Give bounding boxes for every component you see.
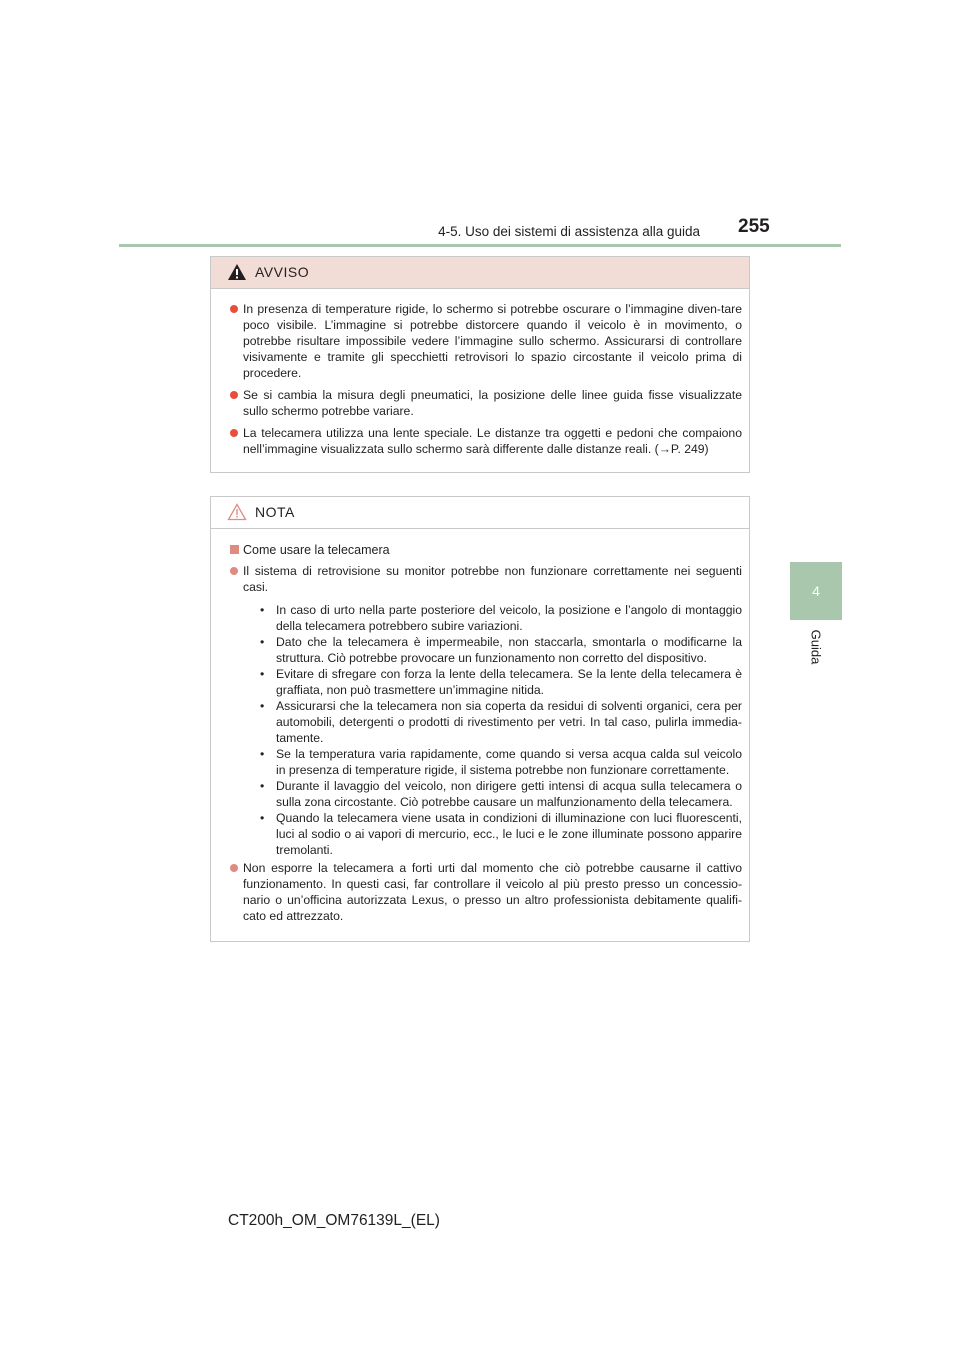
list-item bbox=[260, 698, 742, 746]
notice-box bbox=[210, 496, 750, 942]
bullet-mark-icon: • bbox=[260, 811, 265, 825]
warning-header bbox=[211, 257, 749, 289]
list-item bbox=[230, 301, 742, 381]
notice-body bbox=[211, 529, 749, 924]
warning-text: Se si cambia la misura degli pneumatici, la posizione delle linee guida fisse visualizzate sullo schermo potrebbe variare. bbox=[243, 388, 742, 418]
list-item bbox=[260, 634, 742, 666]
warning-box bbox=[210, 256, 750, 473]
subitem-text: Dato che la telecamera è impermeabile, non staccarla, smontarla o modificarne la struttura. Ciò potrebbe provocare un funzionamento non corretto del dispositivo. bbox=[276, 635, 742, 665]
bullet-dot-icon bbox=[230, 391, 238, 399]
subitem-text: In caso di urto nella parte posteriore del veicolo, la posizione e l’angolo di montaggio della telecamera potrebbero subire variazioni. bbox=[276, 603, 742, 633]
list-item bbox=[230, 860, 742, 924]
bullet-dot-icon bbox=[230, 429, 238, 437]
chapter-label bbox=[800, 622, 832, 672]
warning-triangle-icon bbox=[227, 263, 247, 281]
bullet-dot-icon bbox=[230, 864, 238, 872]
warning-body bbox=[211, 289, 749, 457]
notice-subheading bbox=[230, 542, 742, 558]
bullet-dot-icon bbox=[230, 567, 238, 575]
notice-header bbox=[211, 497, 749, 529]
list-item bbox=[230, 425, 742, 457]
caution-triangle-icon bbox=[227, 503, 247, 521]
list-item bbox=[260, 666, 742, 698]
warning-title: AVVISO bbox=[255, 264, 310, 280]
subitem-text: Evitare di sfregare con forza la lente della telecamera. Se la lente della telecamera è graffiata, non può trasmettere un’immagine nitida. bbox=[276, 667, 742, 697]
notice-text: Non esporre la telecamera a forti urti dal momento che ciò potrebbe causarne il cattivo funzionamento. In questi casi, far controllare il veicolo al più presto presso un concessio-nario o un’officina autorizzata Lexus, o presso un altro professionista debitamente qualifi-cato ed attrezzato. bbox=[243, 861, 742, 923]
page-number: 255 bbox=[738, 216, 770, 237]
list-item bbox=[230, 387, 742, 419]
list-item bbox=[230, 563, 742, 595]
notice-subheading-text: Come usare la telecamera bbox=[243, 543, 390, 557]
subitem-text: Assicurarsi che la telecamera non sia coperta da residui di solventi organici, cera per automobili, detergenti o prodotti di rivestimento per vetri. In tal caso, pulirla immedia-tamente. bbox=[276, 699, 742, 745]
warning-text: In presenza di temperature rigide, lo schermo si potrebbe oscurare o l’immagine diven-tare poco visibile. L’immagine si potrebbe distorcere quando il veicolo è in movimento, o potrebbe risultare impossibile vedere l’immagine sullo schermo. Assicurarsi di controllare visivamente e tramite gli specchietti retrovisori lo spazio circostante il veicolo prima di procedere. bbox=[243, 302, 742, 380]
subitem-text: Durante il lavaggio del veicolo, non dirigere getti intensi di acqua sulla telecamera o sulla zona circostante. Ciò potrebbe causare un malfunzionamento della telecamera. bbox=[276, 779, 742, 809]
subitem-text: Quando la telecamera viene usata in condizioni di illuminazione con luci fluorescenti, luci al sodio o ai vapori di mercurio, ecc., le luci e le zone illuminate possono apparire tremolanti. bbox=[276, 811, 742, 857]
bullet-dot-icon bbox=[230, 305, 238, 313]
list-item bbox=[260, 602, 742, 634]
bullet-mark-icon: • bbox=[260, 603, 265, 617]
square-bullet-icon bbox=[230, 545, 239, 554]
header-divider bbox=[119, 244, 841, 247]
section-title: 4-5. Uso dei sistemi di assistenza alla guida bbox=[438, 224, 700, 239]
list-item bbox=[260, 810, 742, 858]
bullet-mark-icon: • bbox=[260, 779, 265, 793]
notice-subitems bbox=[230, 602, 742, 858]
bullet-mark-icon: • bbox=[260, 667, 265, 681]
document-code: CT200h_OM_OM76139L_(EL) bbox=[228, 1212, 440, 1229]
notice-title: NOTA bbox=[255, 504, 295, 520]
bullet-mark-icon: • bbox=[260, 635, 265, 649]
notice-text: Il sistema di retrovisione su monitor potrebbe non funzionare correttamente nei seguenti casi. bbox=[243, 564, 742, 594]
warning-text: La telecamera utilizza una lente speciale. Le distanze tra oggetti e pedoni che compaiono nell’immagine visualizzata sullo schermo sarà differente dalle distanze reali. (→P. 249) bbox=[243, 426, 742, 456]
chapter-label-text: Guida bbox=[808, 629, 824, 665]
list-item bbox=[260, 778, 742, 810]
bullet-mark-icon: • bbox=[260, 747, 265, 761]
bullet-mark-icon: • bbox=[260, 699, 265, 713]
subitem-text: Se la temperatura varia rapidamente, come quando si versa acqua calda sul veicolo in presenza di temperature rigide, il sistema potrebbe non funzionare correttamente. bbox=[276, 747, 742, 777]
list-item bbox=[260, 746, 742, 778]
chapter-tab: 4 bbox=[790, 562, 842, 620]
